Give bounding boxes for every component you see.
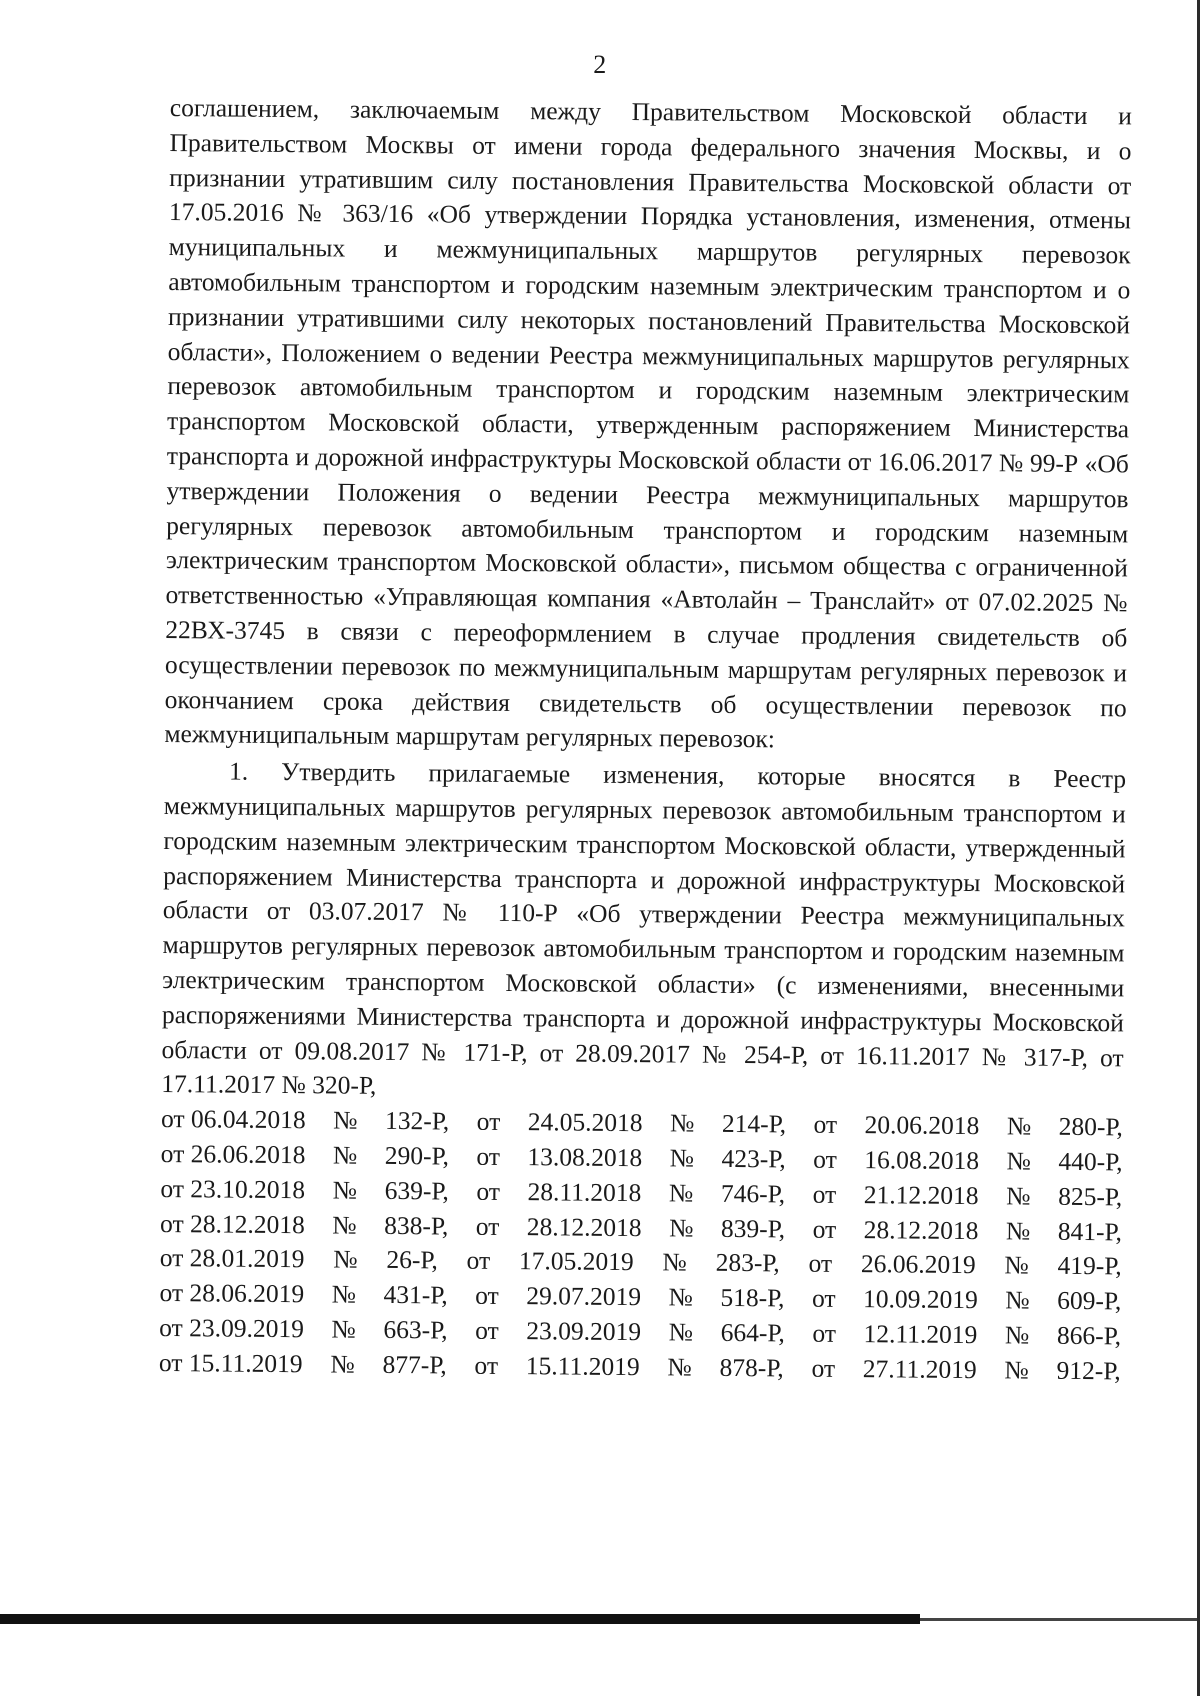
date-row-token: 431-Р, xyxy=(383,1280,448,1310)
date-row-token: № xyxy=(1004,1250,1029,1280)
date-row-token: от 28.06.2019 xyxy=(159,1278,305,1309)
date-row-token: № xyxy=(330,1349,355,1379)
paragraph-item-1: 1. Утвердить прилагаемые изменения, которые вносятся в Реестр межмуниципальных маршрутов регулярных перевозок автомобильным транспортом и городским наземным электрическим транспортом Московской области, утвержденный распоряжением Министерства транспорта и дорожной инфраструктуры Московской области от 03.07.2017 № 110-Р «Об утверждении Реестра межмуниципальных маршрутов регулярных перевозок автомобильным транспортом и городским наземным электрическим транспортом Московской области» (с изменениями, внесенными распоряжениями Министерства транспорта и дорожной инфраструктуры Московской области от 09.08.2017 № 171-Р, от 28.09.2017 № 254-Р, от 16.11.2017 № 317-Р, от 17.11.2017 № 320-Р, xyxy=(161,756,1127,1101)
date-row-token: 639-Р, xyxy=(384,1175,449,1206)
date-row-token: 21.12.2018 xyxy=(863,1179,979,1210)
date-row-token: от xyxy=(813,1109,838,1139)
date-row-token: 132-Р, xyxy=(384,1106,450,1136)
date-row-token: 214-Р, xyxy=(721,1108,787,1139)
date-row-token: № xyxy=(332,1140,358,1170)
date-row-token: № xyxy=(667,1352,692,1382)
date-row-token: от 28.01.2019 xyxy=(159,1243,305,1274)
date-row-token: от xyxy=(812,1214,837,1244)
date-row-token: № xyxy=(668,1317,694,1347)
date-row-token: № xyxy=(332,1209,357,1240)
date-row-token: 609-Р, xyxy=(1057,1285,1122,1316)
date-row-token: № xyxy=(1004,1355,1029,1385)
date-row-token: 28.11.2018 xyxy=(527,1176,642,1207)
date-row-token: 27.11.2019 xyxy=(862,1353,977,1384)
date-row-token: 28.12.2018 xyxy=(863,1214,979,1245)
date-row-token: 878-Р, xyxy=(719,1352,784,1383)
scan-speck xyxy=(185,0,255,6)
date-row-token: 825-Р, xyxy=(1058,1181,1123,1212)
date-row-token: № xyxy=(333,1244,358,1274)
date-row xyxy=(159,1346,1121,1389)
date-row-token: от 15.11.2019 xyxy=(158,1347,303,1378)
date-row-token: 26-Р, xyxy=(386,1245,438,1275)
date-row-token: № xyxy=(331,1314,356,1344)
date-row-token: 290-Р, xyxy=(384,1140,450,1171)
date-row-token: 17.05.2019 xyxy=(518,1246,634,1277)
date-row-token: от 26.06.2018 xyxy=(160,1138,306,1170)
date-row-token: от xyxy=(811,1283,836,1313)
date-row-token: 841-Р, xyxy=(1057,1216,1123,1246)
date-row-token: от xyxy=(466,1245,491,1276)
date-row-token: № xyxy=(669,1108,695,1138)
date-row-token: от 06.04.2018 xyxy=(160,1104,306,1135)
date-row-token: 16.08.2018 xyxy=(864,1145,980,1176)
paragraph-intro: соглашением, заключаемым между Правительством Московской области и Правительством Москвы от имени города федерального значения Москвы, и о признании утратившим силу постановления Правительства Московской области от 17.05.2016 № 363/16 «Об утверждении Порядка установления, изменения, отмены муниципальных и межмуниципальных маршрутов регулярных перевозок автомобильным транспортом и городским наземным электрическим транспортом и о признании утратившими силу некоторых постановлений Правительства Московской области», Положением о ведении Реестра межмуниципальных маршрутов регулярных перевозок автомобильным транспортом и городским наземным электрическим транспортом Московской области, утвержденным распоряжением Министерства транспорта и дорожной инфраструктуры Московской области от 16.06.2017 № 99-Р «Об утверждении Положения о ведении Реестра межмуниципальных маршрутов регулярных перевозок автомобильным транспортом и городским наземным электрическим транспортом Московской области», письмом общества с ограниченной ответственностью «Управляющая компания «Автолайн – Транслайт» от 07.02.2025 № 22ВХ-3745 в связи с переоформлением в случае продления свидетельств об осуществлении перевозок по межмуниципальным маршрутам регулярных перевозок и окончанием срока действия свидетельств об осуществлении перевозок по межмуниципальным маршрутам регулярных перевозок: xyxy=(164,92,1132,754)
date-row-token: 664-Р, xyxy=(720,1317,785,1348)
date-row-token: 663-Р, xyxy=(383,1314,448,1345)
date-row-token: 866-Р, xyxy=(1056,1320,1122,1351)
date-row-token: 518-Р, xyxy=(720,1282,785,1313)
date-row-token: от xyxy=(811,1353,836,1383)
date-row-token: 24.05.2018 xyxy=(527,1107,643,1138)
date-row-token: 10.09.2019 xyxy=(862,1284,978,1315)
date-row-token: от xyxy=(474,1350,499,1380)
date-row-token: 838-Р, xyxy=(384,1210,449,1240)
date-row-token: от xyxy=(813,1144,837,1174)
date-row-token: № xyxy=(1004,1320,1030,1350)
scan-bottom-edge xyxy=(0,1614,920,1624)
date-row-token: № xyxy=(1006,1146,1032,1176)
date-row-token: 28.12.2018 xyxy=(526,1211,642,1242)
date-row-token: от xyxy=(808,1248,833,1279)
date-row-token: 423-Р, xyxy=(721,1143,786,1174)
date-row-token: от xyxy=(475,1315,499,1345)
date-row-token: № xyxy=(1005,1215,1031,1246)
date-row-token: 440-Р, xyxy=(1058,1146,1123,1177)
date-row-token: от xyxy=(812,1179,837,1209)
date-row-token: № xyxy=(332,1175,358,1205)
date-row-token: 13.08.2018 xyxy=(527,1142,643,1173)
date-row-token: № xyxy=(668,1282,694,1312)
document-body xyxy=(159,91,1132,1389)
date-row-token: № xyxy=(668,1178,694,1208)
amendment-dates-list xyxy=(159,1102,1123,1389)
date-row-token: от xyxy=(476,1106,501,1137)
date-row-token: от 23.10.2018 xyxy=(160,1173,306,1204)
date-row-token: № xyxy=(331,1279,357,1309)
page-number: 2 xyxy=(593,50,607,79)
date-row-token: от xyxy=(475,1280,499,1311)
date-row-token: 912-Р, xyxy=(1056,1355,1121,1386)
date-row-token: от 23.09.2019 xyxy=(159,1312,305,1344)
date-row-token: № xyxy=(333,1105,358,1135)
date-row-token: № xyxy=(669,1212,694,1243)
scan-bottom-edge-fade xyxy=(920,1618,1200,1621)
date-row-token: № xyxy=(662,1247,687,1277)
date-row-token: 877-Р, xyxy=(382,1349,447,1380)
date-row-token: от xyxy=(476,1141,501,1171)
date-row-token: 280-Р, xyxy=(1058,1111,1123,1142)
date-row-token: от xyxy=(475,1211,500,1241)
date-row-token: № xyxy=(1006,1181,1031,1211)
date-row-token: 29.07.2019 xyxy=(526,1281,642,1312)
date-row-token: № xyxy=(669,1143,695,1173)
date-row-token: 12.11.2019 xyxy=(863,1318,978,1349)
date-row-token: 419-Р, xyxy=(1057,1251,1122,1281)
date-row-token: № xyxy=(1006,1111,1032,1141)
date-row-token: 15.11.2019 xyxy=(525,1350,640,1381)
date-row-token: 283-Р, xyxy=(715,1248,780,1278)
date-row-token: 23.09.2019 xyxy=(526,1316,642,1347)
date-row-token: № xyxy=(1005,1285,1030,1315)
date-row-token: от xyxy=(476,1176,501,1206)
date-row-token: 746-Р, xyxy=(720,1178,786,1209)
date-row-token: от 28.12.2018 xyxy=(159,1208,305,1239)
date-row-token: от xyxy=(812,1318,837,1348)
date-row-token: 26.06.2019 xyxy=(860,1249,976,1280)
date-row-token: 20.06.2018 xyxy=(864,1110,980,1141)
date-row-token: 839-Р, xyxy=(720,1213,786,1243)
